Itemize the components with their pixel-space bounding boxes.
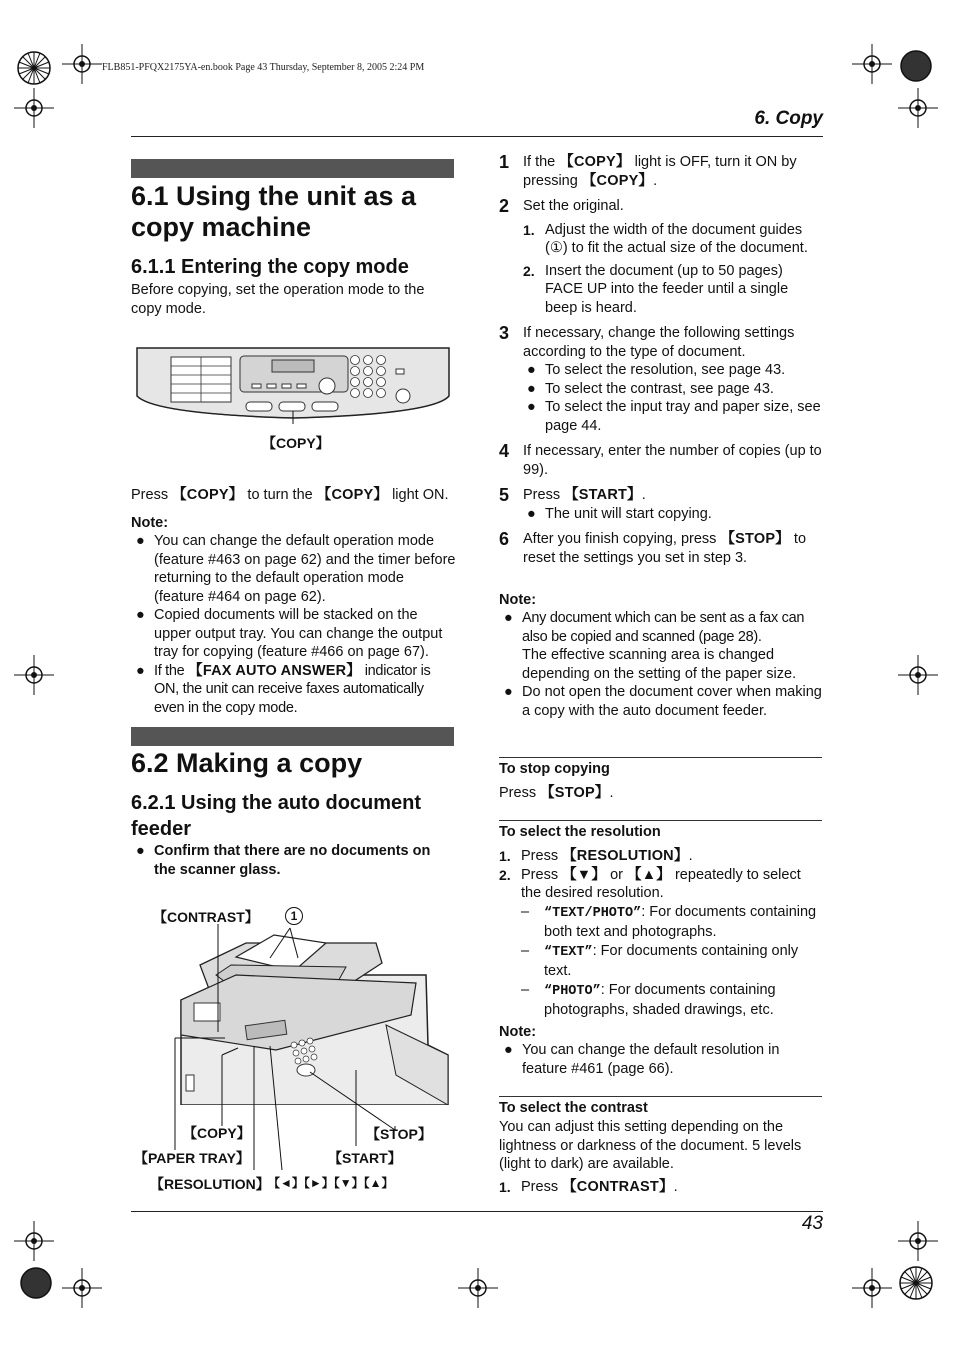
- crosshair-mark-icon: [898, 88, 938, 128]
- section-bar: [131, 727, 454, 746]
- note-label: Note:: [131, 515, 169, 531]
- chapter-title: 6. Copy: [754, 108, 823, 129]
- divider: [499, 1096, 822, 1097]
- note-label: Note:: [499, 592, 537, 608]
- bullet-icon: ●: [527, 505, 536, 522]
- control-panel-illustration: [134, 344, 452, 424]
- stop-key-label: 【STOP】: [366, 1126, 432, 1142]
- step-6: 6 After you finish copying, press 【STOP】 to reset the settings you set in step 3.: [499, 529, 807, 566]
- paper-tray-key-label: 【PAPER TRAY】: [134, 1150, 250, 1166]
- bullet-icon: ●: [504, 610, 513, 626]
- step-4: 4 If necessary, enter the number of copies (up to 99).: [499, 441, 822, 478]
- right-note-list: [504, 609, 824, 720]
- resolution-steps: 1. Press 【RESOLUTION】. 2. Press 【▼】 or 【▲】 repeatedly to select the desired resolution. – “TEXT/PHOTO”: For documents containing both text and photographs. – “TEXT”: For documents containing only text. – “PHOTO”: For documents containing photographs, shaded drawings, etc.: [499, 848, 817, 1018]
- printer-mark-rosette-icon: [14, 48, 54, 88]
- arrow-keys-label: 【◄】【►】【▼】【▲】: [268, 1176, 394, 1190]
- bullet-icon: ●: [527, 399, 536, 415]
- resolution-note: ● You can change the default resolution in feature #461 (page 66).: [504, 1042, 780, 1077]
- crosshair-mark-icon: [898, 1221, 938, 1261]
- stop-copying-text: Press 【STOP】.: [499, 785, 614, 801]
- subsection-6-1-1-title: 6.1.1 Entering the copy mode: [131, 256, 409, 278]
- resolution-key-label: 【RESOLUTION】: [150, 1176, 270, 1192]
- section-6-2-title: 6.2 Making a copy: [131, 748, 363, 778]
- list-item: ● Any document which can be sent as a fax can also be copied and scanned (page 28). The effective scanning area is changed depending on the setting of the paper size.: [504, 610, 805, 682]
- note-label: Note:: [499, 1024, 537, 1040]
- list-item: ● Do not open the document cover when making a copy with the auto document feeder.: [504, 684, 822, 719]
- list-item: ● You can change the default operation mode (feature #463 on page 62) and the timer before returning to the default operation mode (feature #464 on page 62).: [136, 533, 456, 605]
- subsection-6-2-1-title: 6.2.1 Using the auto document feeder: [131, 792, 422, 840]
- start-key-label: 【START】: [328, 1150, 402, 1166]
- crosshair-mark-icon: [898, 655, 938, 695]
- bullet-icon: ●: [136, 662, 145, 679]
- printer-mark-solid-icon: [896, 46, 936, 86]
- list-item: ● Copied documents will be stacked on the upper output tray. You can change the output tray for copying (feature #466 on page 67).: [136, 607, 443, 660]
- divider: [499, 757, 822, 758]
- stop-copying-title: To stop copying: [499, 761, 610, 777]
- crosshair-mark-icon: [14, 88, 54, 128]
- printer-mark-solid-icon: [16, 1263, 56, 1303]
- bullet-icon: ●: [136, 607, 145, 623]
- note-list: [136, 532, 456, 717]
- printer-mark-rosette-icon: [896, 1263, 936, 1303]
- crosshair-mark-icon: [14, 655, 54, 695]
- intro-text: Before copying, set the operation mode to the copy mode.: [131, 282, 425, 317]
- book-file-line: FLB851-PFQX2175YA-en.book Page 43 Thursday, September 8, 2005 2:24 PM: [102, 62, 425, 73]
- crosshair-mark-icon: [852, 44, 892, 84]
- crosshair-mark-icon: [62, 44, 102, 84]
- callout-leader-lines: [170, 920, 410, 1180]
- contrast-step: 1. Press 【CONTRAST】.: [499, 1179, 678, 1195]
- contrast-body: You can adjust this setting depending on the lightness or darkness of the document. 5 levels (light to dark) are available.: [499, 1119, 802, 1172]
- contrast-title: To select the contrast: [499, 1100, 648, 1116]
- resolution-title: To select the resolution: [499, 824, 661, 840]
- confirm-bullet: ● Confirm that there are no documents on the scanner glass.: [136, 843, 431, 878]
- steps-list: [499, 153, 824, 574]
- step-2: 2 Set the original. 1. Adjust the width of the document guides (①) to fit the actual size of the document. 2. Insert the document (up to 50 pages) FACE UP into the feeder until a single beep is heard.: [499, 196, 808, 316]
- document-guide-callout: 1: [285, 907, 303, 925]
- copy-key-label: 【COPY】: [183, 1125, 251, 1141]
- section-bar: [131, 159, 454, 178]
- copy-key-label: 【COPY】: [262, 435, 330, 451]
- crosshair-mark-icon: [852, 1268, 892, 1308]
- crosshair-mark-icon: [458, 1268, 498, 1308]
- press-copy-text: Press 【COPY】 to turn the 【COPY】 light ON.: [131, 487, 449, 503]
- step-1: 1 If the 【COPY】 light is OFF, turn it ON by pressing 【COPY】.: [499, 152, 797, 189]
- footer-rule: [131, 1211, 823, 1212]
- bullet-icon: ●: [527, 362, 536, 378]
- header-rule: [131, 136, 823, 137]
- section-6-1-title: 6.1 Using the unit as a copy machine: [131, 181, 417, 242]
- step-3: 3 If necessary, change the following settings according to the type of document. ● To select the resolution, see page 43. ● To select the contrast, see page 43. ● To select the input tray and paper size, see page 44.: [499, 323, 821, 434]
- bullet-icon: ●: [504, 1042, 513, 1058]
- step-5: 5 Press 【START】. ● The unit will start copying.: [499, 485, 712, 522]
- page-number: 43: [801, 1213, 823, 1234]
- contrast-key-label: 【CONTRAST】: [153, 909, 259, 925]
- crosshair-mark-icon: [62, 1268, 102, 1308]
- bullet-icon: ●: [527, 380, 536, 397]
- bullet-icon: ●: [136, 843, 145, 859]
- divider: [499, 820, 822, 821]
- list-item: ● If the 【FAX AUTO ANSWER】 indicator is ON, the unit can receive faxes automatically even in the copy mode.: [136, 662, 431, 716]
- bullet-icon: ●: [504, 684, 513, 700]
- crosshair-mark-icon: [14, 1221, 54, 1261]
- bullet-icon: ●: [136, 533, 145, 549]
